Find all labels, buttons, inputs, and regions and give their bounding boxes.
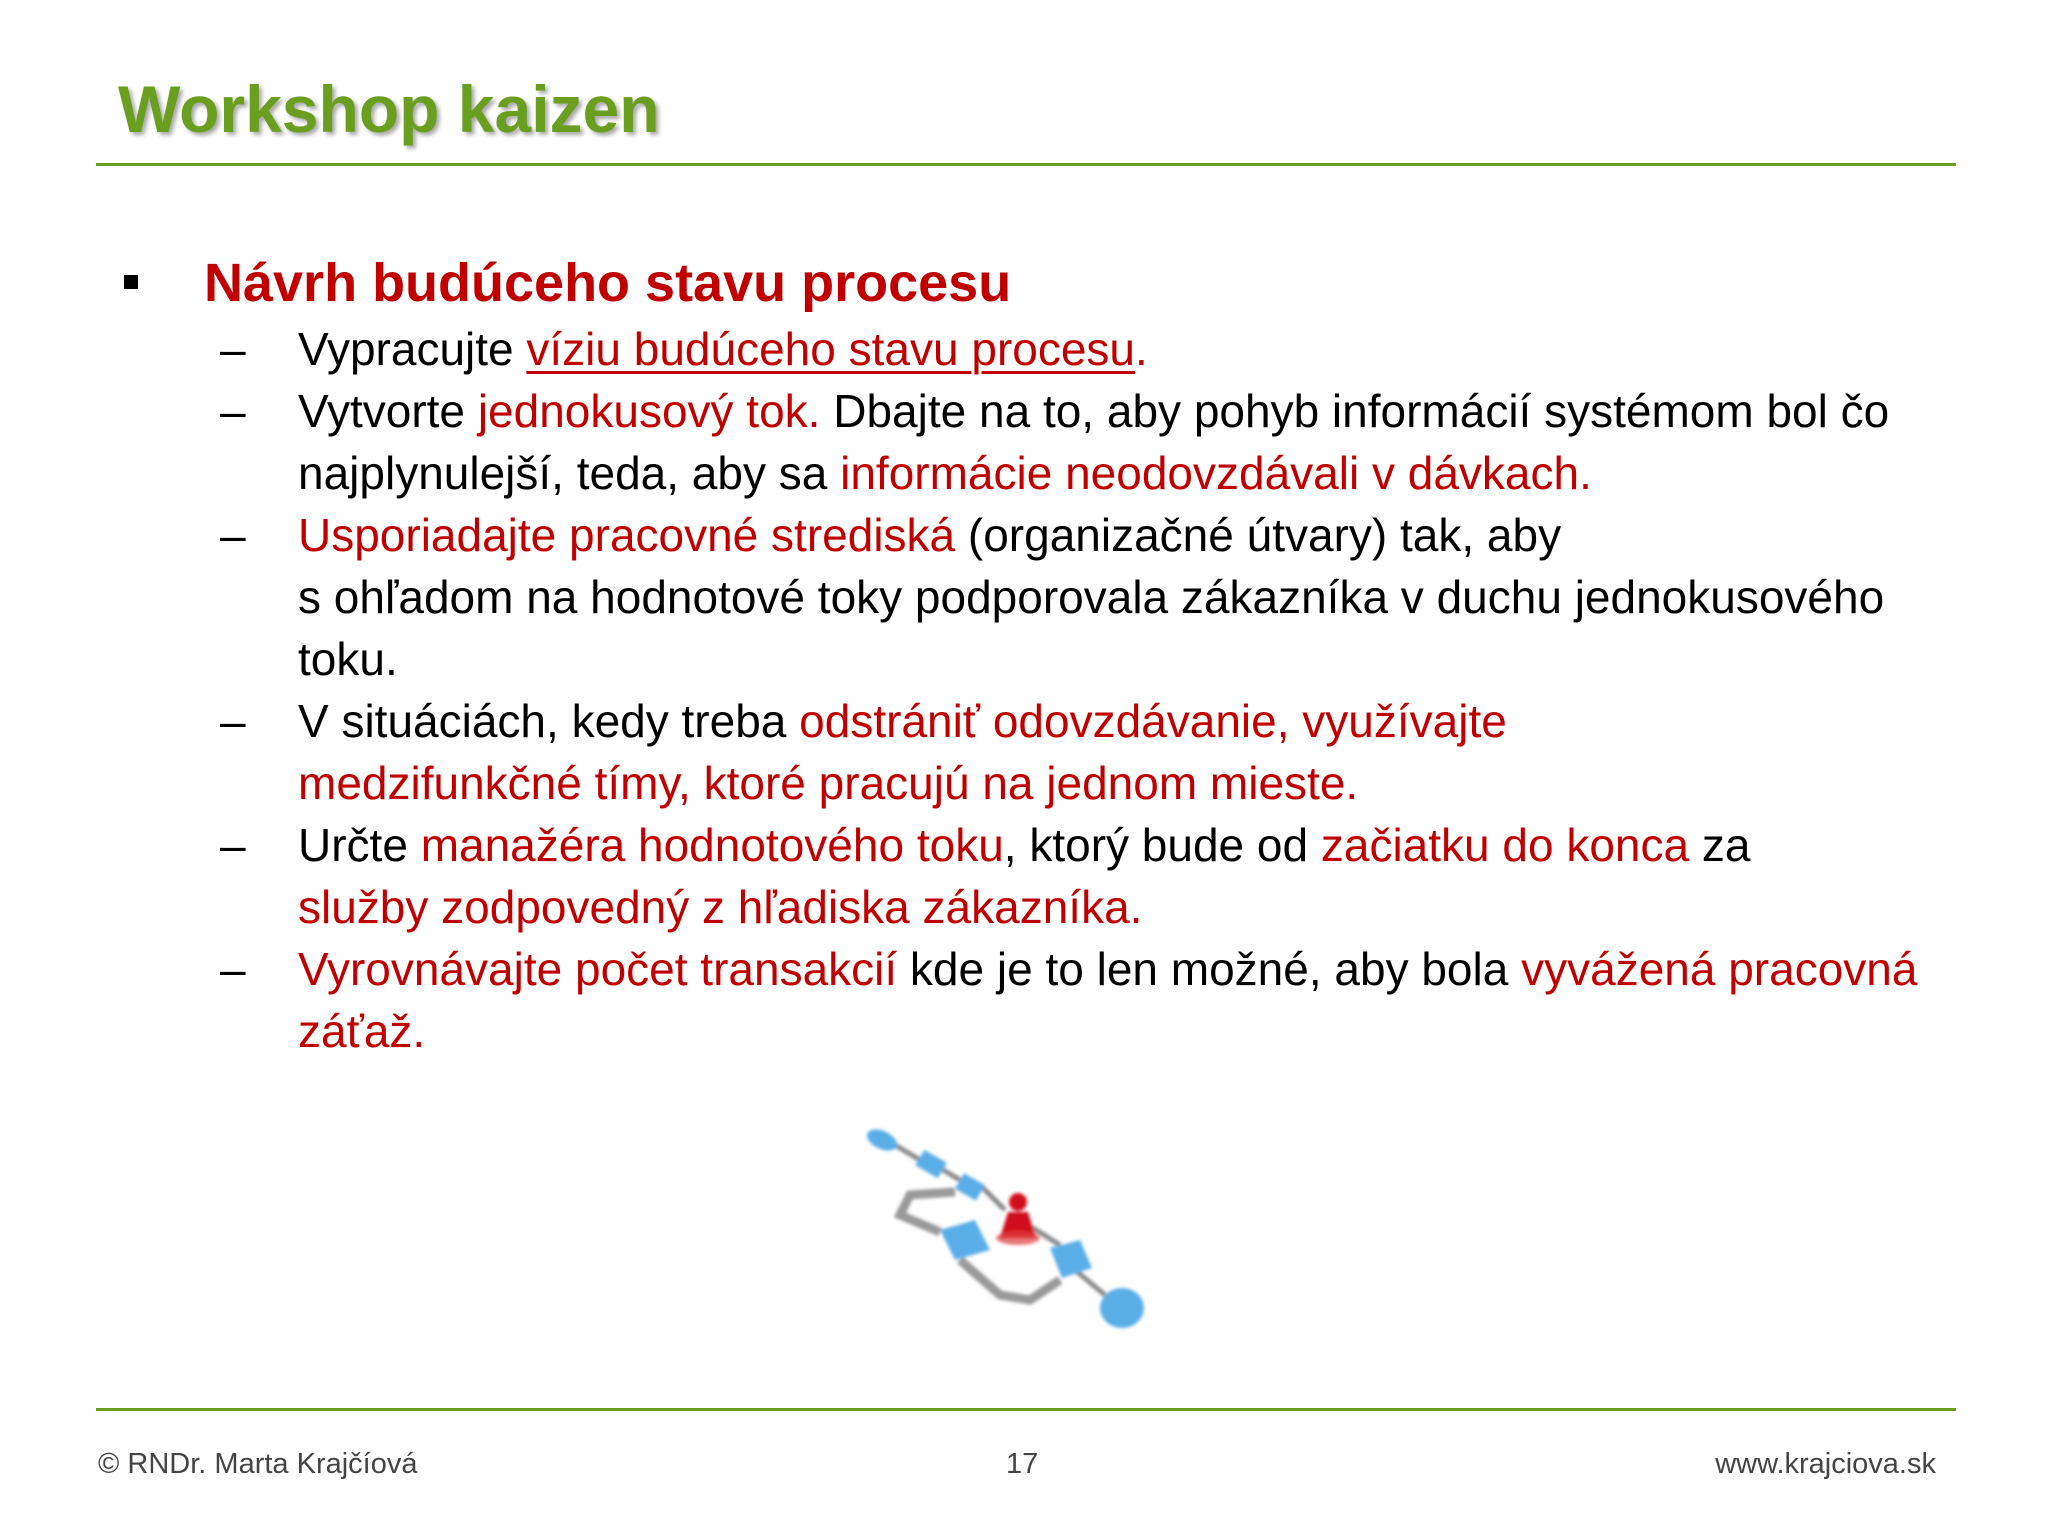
- item-text: kde je to len možné, aby bola: [897, 943, 1522, 995]
- list-item: [220, 814, 1940, 938]
- list-item: [220, 690, 1940, 814]
- item-highlight: informácie neodovzdávali v dávkach.: [840, 447, 1592, 499]
- slide-title: Workshop kaizen: [118, 72, 660, 146]
- item-text: Dbajte na to, aby pohyb informácií systémom bol čo najplynulejší, teda, aby sa: [298, 385, 1890, 499]
- dash-bullet: –: [220, 943, 246, 995]
- item-text: V situáciách, kedy treba: [298, 695, 800, 747]
- footer-website: www.krajciova.sk: [1715, 1448, 1936, 1480]
- task-list: [220, 318, 1940, 1062]
- dash-bullet: –: [220, 695, 246, 747]
- square-bullet-icon: [124, 275, 138, 289]
- dash-bullet: –: [220, 819, 246, 871]
- list-item: [220, 318, 1940, 380]
- item-highlight: vyvážená pracovná záťaž.: [298, 943, 1918, 1057]
- title-divider: [96, 163, 1956, 166]
- section-heading: Návrh budúceho stavu procesu: [204, 253, 1012, 313]
- page-number: 17: [1006, 1448, 1039, 1480]
- item-highlight: manažéra hodnotového toku: [420, 819, 1004, 871]
- footer-author: © RNDr. Marta Krajčíová: [98, 1448, 418, 1480]
- item-text: Vypracujte: [298, 323, 527, 375]
- list-item: [220, 380, 1940, 504]
- footer-divider: [96, 1408, 1956, 1411]
- item-highlight: služby zodpovedný z hľadiska zákazníka.: [298, 881, 1143, 933]
- item-text: za: [1689, 819, 1751, 871]
- item-text: Vytvorte: [298, 385, 478, 437]
- item-text: s ohľadom na hodnotové toky podporovala zákazníka v duchu jednokusového toku.: [298, 571, 1885, 685]
- list-item: [220, 938, 1940, 1062]
- dash-bullet: –: [220, 509, 246, 561]
- item-highlight: odstrániť odovzdávanie, využívajte: [799, 695, 1507, 747]
- item-highlight: medzifunkčné tímy, ktoré pracujú na jednom mieste.: [298, 757, 1359, 809]
- dash-bullet: –: [220, 323, 246, 375]
- item-text: (organizačné útvary) tak, aby: [955, 509, 1562, 561]
- item-highlight: víziu budúceho stavu procesu: [526, 323, 1136, 375]
- item-highlight: jednokusový tok.: [477, 385, 821, 437]
- process-flowchart-icon: [860, 1120, 1200, 1380]
- item-text: .: [1135, 323, 1148, 375]
- item-highlight: Usporiadajte pracovné strediská: [298, 509, 956, 561]
- list-item: [220, 504, 1940, 690]
- item-highlight: Vyrovnávajte počet transakcií: [298, 943, 898, 995]
- dash-bullet: –: [220, 385, 246, 437]
- item-highlight: začiatku do konca: [1320, 819, 1690, 871]
- item-text: , ktorý bude od: [1003, 819, 1321, 871]
- item-text: Určte: [298, 819, 421, 871]
